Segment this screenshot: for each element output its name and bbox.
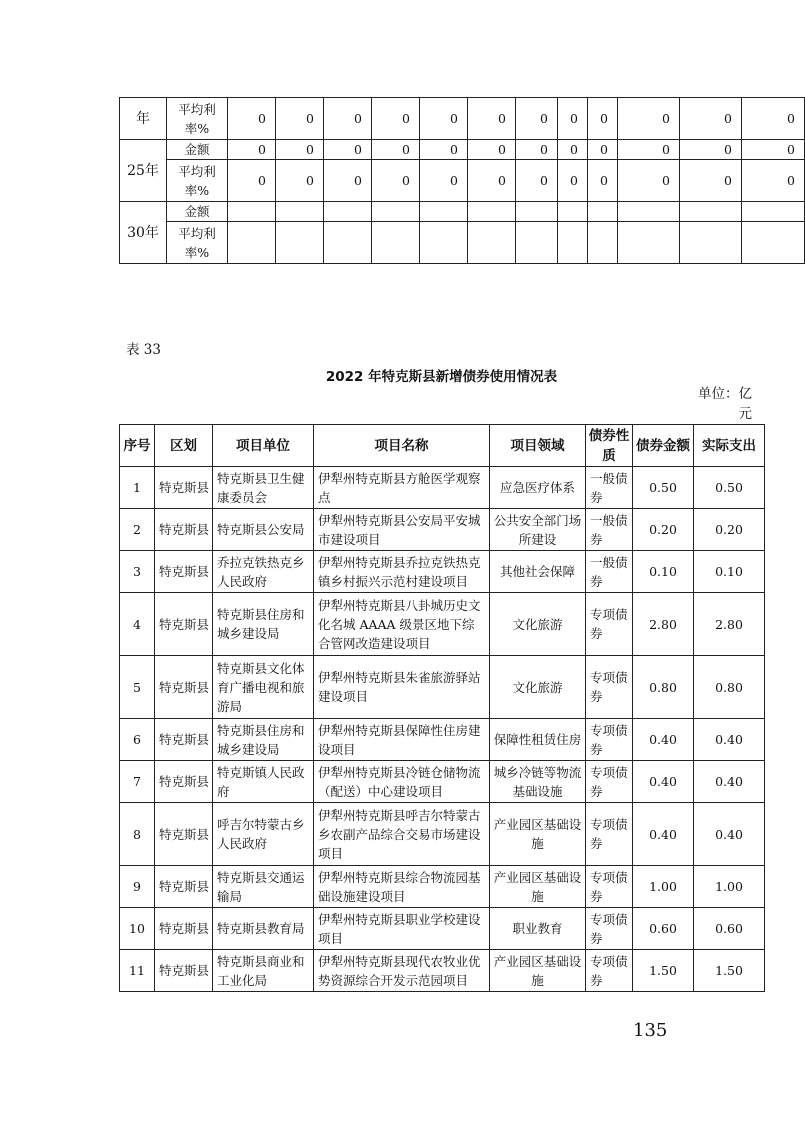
table-row	[120, 950, 765, 992]
value-cell: 0	[420, 140, 468, 160]
project-field-cell: 文化旅游	[490, 656, 586, 719]
bond-nature-cell: 一般债券	[586, 551, 633, 593]
bond-nature-cell: 专项债券	[586, 761, 633, 803]
actual-spending-cell: 0.60	[694, 908, 765, 950]
actual-spending-cell: 0.40	[694, 803, 765, 866]
value-cell: 0	[372, 160, 420, 202]
table-row	[120, 160, 805, 202]
value-cell: 0	[516, 98, 558, 140]
table-header-row	[120, 425, 765, 467]
project-unit-cell: 呼吉尔特蒙古乡人民政府	[213, 803, 314, 866]
row-number: 6	[120, 719, 155, 761]
project-unit-cell: 特克斯县文化体育广播电视和旅游局	[213, 656, 314, 719]
actual-spending-cell: 0.80	[694, 656, 765, 719]
bond-nature-cell: 专项债券	[586, 866, 633, 908]
project-field-cell: 公共安全部门场所建设	[490, 509, 586, 551]
table-row	[120, 467, 765, 509]
project-field-cell: 其他社会保障	[490, 551, 586, 593]
value-cell: 0	[588, 140, 618, 160]
header-cell: 序号	[120, 425, 155, 467]
header-cell: 项目单位	[213, 425, 314, 467]
value-cell	[420, 222, 468, 264]
row-label: 平均利率%	[167, 160, 228, 202]
project-name-cell: 伊犁州特克斯县职业学校建设项目	[314, 908, 490, 950]
project-unit-cell: 乔拉克铁热克乡人民政府	[213, 551, 314, 593]
row-label: 金额	[167, 202, 228, 222]
header-cell: 债券性质	[586, 425, 633, 467]
year-cell: 30年	[120, 202, 167, 264]
row-number: 1	[120, 467, 155, 509]
project-name-cell: 伊犁州特克斯县乔拉克铁热克镇乡村振兴示范村建设项目	[314, 551, 490, 593]
value-cell: 0	[372, 140, 420, 160]
row-label: 平均利率%	[167, 98, 228, 140]
project-field-cell: 产业园区基础设施	[490, 803, 586, 866]
table-row	[120, 719, 765, 761]
value-cell: 0	[588, 98, 618, 140]
project-field-cell: 职业教育	[490, 908, 586, 950]
project-unit-cell: 特克斯县教育局	[213, 908, 314, 950]
project-unit-cell: 特克斯县交通运输局	[213, 866, 314, 908]
project-field-cell: 城乡冷链等物流基础设施	[490, 761, 586, 803]
region-cell: 特克斯县	[155, 509, 213, 551]
row-label: 金额	[167, 140, 228, 160]
value-cell: 0	[276, 98, 324, 140]
value-cell: 0	[420, 160, 468, 202]
value-cell	[276, 202, 324, 222]
project-field-cell: 文化旅游	[490, 593, 586, 656]
value-cell: 0	[742, 140, 805, 160]
value-cell: 0	[228, 98, 276, 140]
region-cell: 特克斯县	[155, 551, 213, 593]
project-name-cell: 伊犁州特克斯县八卦城历史文化名城 AAAA 级景区地下综合管网改造建设项目	[314, 593, 490, 656]
value-cell	[468, 202, 516, 222]
value-cell	[680, 222, 742, 264]
table-row	[120, 593, 765, 656]
value-cell	[324, 222, 372, 264]
row-number: 5	[120, 656, 155, 719]
actual-spending-cell: 0.20	[694, 509, 765, 551]
project-unit-cell: 特克斯县公安局	[213, 509, 314, 551]
page-number: 135	[633, 1020, 668, 1041]
value-cell: 0	[276, 140, 324, 160]
unit-label: 单位：亿元	[698, 386, 752, 422]
project-field-cell: 保障性租赁住房	[490, 719, 586, 761]
table-row	[120, 140, 805, 160]
table-row	[120, 202, 805, 222]
header-cell: 区划	[155, 425, 213, 467]
value-cell	[558, 222, 588, 264]
project-unit-cell: 特克斯镇人民政府	[213, 761, 314, 803]
bond-amount-cell: 0.20	[633, 509, 694, 551]
region-cell: 特克斯县	[155, 950, 213, 992]
row-number: 11	[120, 950, 155, 992]
region-cell: 特克斯县	[155, 908, 213, 950]
value-cell: 0	[742, 98, 805, 140]
bond-amount-cell: 0.10	[633, 551, 694, 593]
row-number: 8	[120, 803, 155, 866]
bond-amount-cell: 1.50	[633, 950, 694, 992]
value-cell	[680, 202, 742, 222]
row-number: 2	[120, 509, 155, 551]
header-cell: 实际支出	[694, 425, 765, 467]
project-name-cell: 伊犁州特克斯县朱雀旅游驿站建设项目	[314, 656, 490, 719]
value-cell: 0	[680, 140, 742, 160]
value-cell: 0	[324, 98, 372, 140]
year-cell: 25年	[120, 140, 167, 202]
value-cell	[276, 222, 324, 264]
value-cell: 0	[468, 140, 516, 160]
project-unit-cell: 特克斯县卫生健康委员会	[213, 467, 314, 509]
value-cell	[618, 222, 680, 264]
bond-nature-cell: 一般债券	[586, 467, 633, 509]
table-row	[120, 222, 805, 264]
value-cell: 0	[324, 160, 372, 202]
value-cell	[742, 202, 805, 222]
value-cell	[228, 202, 276, 222]
value-cell: 0	[420, 98, 468, 140]
region-cell: 特克斯县	[155, 467, 213, 509]
actual-spending-cell: 0.50	[694, 467, 765, 509]
bond-nature-cell: 专项债券	[586, 803, 633, 866]
value-cell: 0	[228, 140, 276, 160]
value-cell: 0	[618, 140, 680, 160]
bond-usage-table	[119, 424, 765, 992]
value-cell	[372, 202, 420, 222]
project-field-cell: 应急医疗体系	[490, 467, 586, 509]
table-row	[120, 761, 765, 803]
value-cell	[372, 222, 420, 264]
region-cell: 特克斯县	[155, 656, 213, 719]
project-name-cell: 伊犁州特克斯县现代农牧业优势资源综合开发示范园项目	[314, 950, 490, 992]
value-cell	[588, 202, 618, 222]
value-cell	[324, 202, 372, 222]
value-cell	[588, 222, 618, 264]
bond-amount-cell: 2.80	[633, 593, 694, 656]
value-cell: 0	[742, 160, 805, 202]
value-cell: 0	[558, 140, 588, 160]
year-cell: 年	[120, 98, 167, 140]
actual-spending-cell: 1.00	[694, 866, 765, 908]
table-row	[120, 509, 765, 551]
value-cell: 0	[228, 160, 276, 202]
project-unit-cell: 特克斯县住房和城乡建设局	[213, 593, 314, 656]
region-cell: 特克斯县	[155, 719, 213, 761]
table-number-label: 表 33	[126, 342, 161, 358]
header-cell: 项目名称	[314, 425, 490, 467]
table-title: 2022 年特克斯县新增债券使用情况表	[325, 369, 558, 385]
value-cell: 0	[558, 160, 588, 202]
project-name-cell: 伊犁州特克斯县保障性住房建设项目	[314, 719, 490, 761]
row-number: 7	[120, 761, 155, 803]
project-name-cell: 伊犁州特克斯县公安局平安城市建设项目	[314, 509, 490, 551]
row-number: 4	[120, 593, 155, 656]
value-cell: 0	[618, 160, 680, 202]
row-number: 10	[120, 908, 155, 950]
table-row	[120, 803, 765, 866]
project-field-cell: 产业园区基础设施	[490, 866, 586, 908]
project-name-cell: 伊犁州特克斯县呼吉尔特蒙古乡农副产品综合交易市场建设项目	[314, 803, 490, 866]
rate-table-continued	[119, 97, 805, 264]
bond-amount-cell: 0.40	[633, 803, 694, 866]
table-row	[120, 866, 765, 908]
table-row	[120, 656, 765, 719]
bond-amount-cell: 0.80	[633, 656, 694, 719]
value-cell: 0	[372, 98, 420, 140]
value-cell	[516, 222, 558, 264]
bond-amount-cell: 0.40	[633, 761, 694, 803]
bond-nature-cell: 专项债券	[586, 593, 633, 656]
value-cell	[618, 202, 680, 222]
actual-spending-cell: 0.40	[694, 761, 765, 803]
bond-amount-cell: 0.60	[633, 908, 694, 950]
value-cell: 0	[468, 98, 516, 140]
bond-nature-cell: 专项债券	[586, 908, 633, 950]
value-cell: 0	[680, 98, 742, 140]
row-number: 3	[120, 551, 155, 593]
actual-spending-cell: 0.40	[694, 719, 765, 761]
bond-amount-cell: 0.50	[633, 467, 694, 509]
value-cell: 0	[516, 160, 558, 202]
value-cell: 0	[324, 140, 372, 160]
value-cell: 0	[276, 160, 324, 202]
value-cell: 0	[588, 160, 618, 202]
bond-nature-cell: 一般债券	[586, 509, 633, 551]
project-field-cell: 产业园区基础设施	[490, 950, 586, 992]
bond-nature-cell: 专项债券	[586, 656, 633, 719]
row-label: 平均利率%	[167, 222, 228, 264]
project-name-cell: 伊犁州特克斯县冷链仓储物流（配送）中心建设项目	[314, 761, 490, 803]
actual-spending-cell: 0.10	[694, 551, 765, 593]
bond-amount-cell: 1.00	[633, 866, 694, 908]
value-cell: 0	[558, 98, 588, 140]
value-cell	[558, 202, 588, 222]
region-cell: 特克斯县	[155, 866, 213, 908]
project-unit-cell: 特克斯县商业和工业化局	[213, 950, 314, 992]
region-cell: 特克斯县	[155, 761, 213, 803]
value-cell	[468, 222, 516, 264]
header-cell: 项目领域	[490, 425, 586, 467]
project-name-cell: 伊犁州特克斯县综合物流园基础设施建设项目	[314, 866, 490, 908]
row-number: 9	[120, 866, 155, 908]
actual-spending-cell: 1.50	[694, 950, 765, 992]
region-cell: 特克斯县	[155, 593, 213, 656]
value-cell	[742, 222, 805, 264]
value-cell	[420, 202, 468, 222]
table-row	[120, 551, 765, 593]
project-name-cell: 伊犁州特克斯县方舱医学观察点	[314, 467, 490, 509]
bond-amount-cell: 0.40	[633, 719, 694, 761]
value-cell: 0	[468, 160, 516, 202]
value-cell: 0	[516, 140, 558, 160]
project-unit-cell: 特克斯县住房和城乡建设局	[213, 719, 314, 761]
value-cell	[228, 222, 276, 264]
bond-nature-cell: 专项债券	[586, 950, 633, 992]
bond-nature-cell: 专项债券	[586, 719, 633, 761]
actual-spending-cell: 2.80	[694, 593, 765, 656]
table-row	[120, 908, 765, 950]
value-cell: 0	[680, 160, 742, 202]
header-cell: 债券金额	[633, 425, 694, 467]
region-cell: 特克斯县	[155, 803, 213, 866]
value-cell: 0	[618, 98, 680, 140]
value-cell	[516, 202, 558, 222]
table-row	[120, 98, 805, 140]
